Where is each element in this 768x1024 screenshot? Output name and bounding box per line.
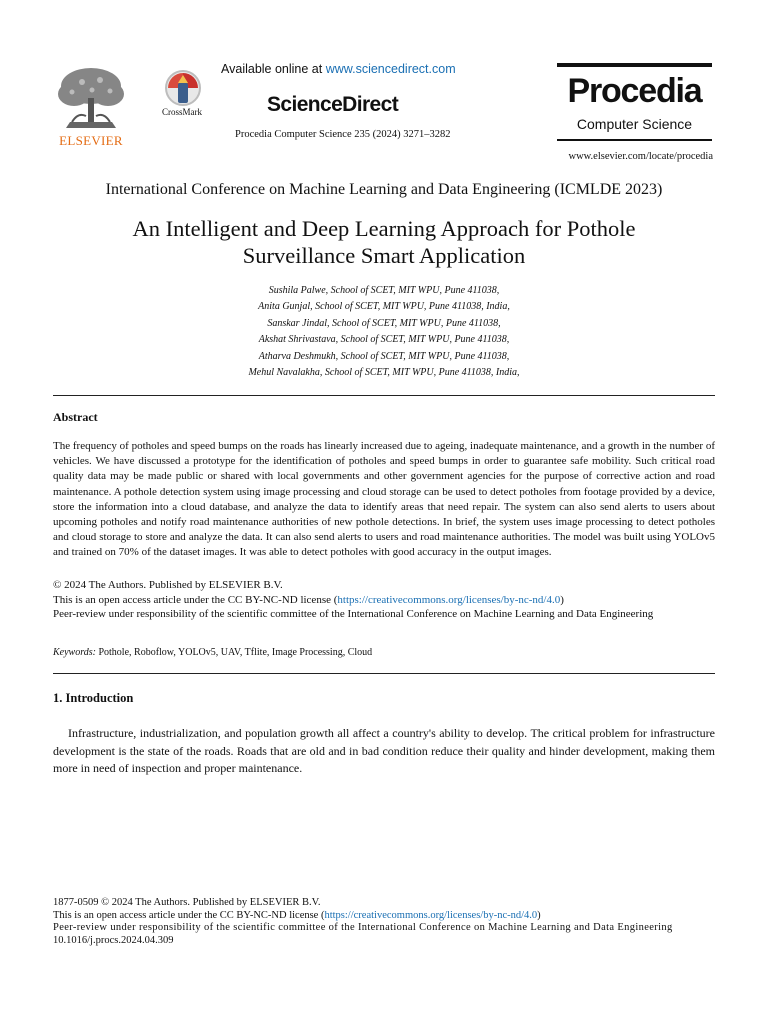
sciencedirect-wordmark: ScienceDirect — [267, 93, 399, 116]
keywords-label: Keywords: — [53, 647, 96, 658]
paper-title-line: Surveillance Smart Application — [242, 243, 526, 268]
author-line: Sanskar Jindal, School of SCET, MIT WPU, Pune 411038, — [267, 317, 501, 329]
journal-subtitle: Computer Science — [576, 116, 693, 132]
license-suffix: ) — [560, 593, 564, 606]
introduction-paragraph: Infrastructure, industrialization, and population growth all affect a country's ability to develop. The critical problem for infrastructure development is the state of the roads. Roads that are old and in bad condition reduce their quality and hinder development, making them more in need of inspection and proper maintenance. — [53, 726, 715, 775]
footer-peer-review: Peer-review under responsibility of the scientific committee of the International Conference on Machine Learning and Data Engineering — [53, 922, 673, 934]
conference-name: International Conference on Machine Learning and Data Engineering (ICMLDE 2023) — [105, 181, 663, 198]
journal-url[interactable]: www.elsevier.com/locate/procedia — [568, 151, 713, 162]
journal-title: Procedia — [567, 72, 702, 110]
peer-review-line: Peer-review under responsibility of the scientific committee of the International Conference on Machine Learning and Data Engineering — [53, 608, 654, 620]
author-line: Mehul Navalakha, School of SCET, MIT WPU, Pune 411038, India, — [248, 367, 520, 379]
crossmark-label: CrossMark — [162, 107, 202, 117]
keywords-list: Pothole, Roboflow, YOLOv5, UAV, Tflite, Image Processing, Cloud — [95, 647, 373, 658]
paper-title-line: An Intelligent and Deep Learning Approach for Pothole — [132, 216, 636, 241]
procedia-bottom-rule — [557, 139, 712, 141]
journal-reference: Procedia Computer Science 235 (2024) 3271–3282 — [235, 129, 451, 140]
footer-license-line — [53, 910, 715, 923]
footer-license-link[interactable]: https://creativecommons.org/licenses/by-nc-nd/4.0 — [324, 909, 538, 921]
page-footer — [53, 897, 715, 947]
author-line: Sushila Palwe, School of SCET, MIT WPU, Pune 411038, — [268, 285, 500, 296]
copyright-block — [53, 578, 715, 622]
publisher-logo-text: ELSEVIER — [59, 133, 123, 148]
procedia-top-rule — [557, 63, 712, 67]
footer-license-suffix: ) — [537, 909, 541, 921]
license-line — [53, 593, 715, 608]
sciencedirect-link[interactable]: www.sciencedirect.com — [325, 62, 456, 76]
footer-license-prefix: This is an open access article under the CC BY-NC-ND license ( — [53, 909, 325, 921]
procedia-logo — [557, 63, 712, 143]
available-online-line — [221, 62, 456, 76]
license-prefix: This is an open access article under the CC BY-NC-ND license ( — [53, 593, 338, 606]
paper-title — [84, 215, 684, 269]
abstract-text: The frequency of potholes and speed bumps on the roads has linearly increased due to ageing, inadequate maintenance, and a growth in the number of vehicles. We have discussed a prototype for the identification of potholes and speed bumps in order to guarantee safe mobility. Such critical road quality data may be made public or shared with local governments and other government agencies for the purpose of corrective action and road maintenance. A pothole detection system using image processing and cloud storage can be used to detect potholes from footage provided by a device, store the information into a cloud database, and analyze the data to identify areas that need repair. The system can also send alerts to users about upcoming potholes and notify road maintenance authorities of new pothole detections. In brief, the system uses image processing to detect potholes and cloud storage to store and analyze the data. It can also send alerts to users and road maintenance authorities. The model was built using YOLOv5 and trained on 70% of the dataset images. It was able to detect potholes with good accuracy in the output images. — [53, 440, 715, 559]
keywords-line — [53, 647, 372, 658]
issn-line: 1877-0509 © 2024 The Authors. Published by ELSEVIER B.V. — [53, 897, 321, 908]
author-line: Akshat Shrivastava, School of SCET, MIT WPU, Pune 411038, — [258, 334, 510, 346]
abstract-bottom-rule — [53, 673, 715, 674]
doi-line[interactable]: 10.1016/j.procs.2024.04.309 — [53, 934, 174, 946]
author-line: Atharva Deshmukh, School of SCET, MIT WPU, Pune 411038, — [258, 350, 510, 362]
abstract-heading: Abstract — [53, 410, 98, 424]
author-list — [84, 283, 684, 381]
available-prefix: Available online at — [221, 62, 326, 76]
license-link[interactable]: https://creativecommons.org/licenses/by-nc-nd/4.0 — [337, 593, 561, 606]
section-heading: 1. Introduction — [53, 691, 134, 705]
abstract-top-rule — [53, 395, 715, 396]
copyright-line: © 2024 The Authors. Published by ELSEVIER B.V. — [53, 579, 283, 591]
author-line: Anita Gunjal, School of SCET, MIT WPU, Pune 411038, India, — [258, 301, 510, 313]
